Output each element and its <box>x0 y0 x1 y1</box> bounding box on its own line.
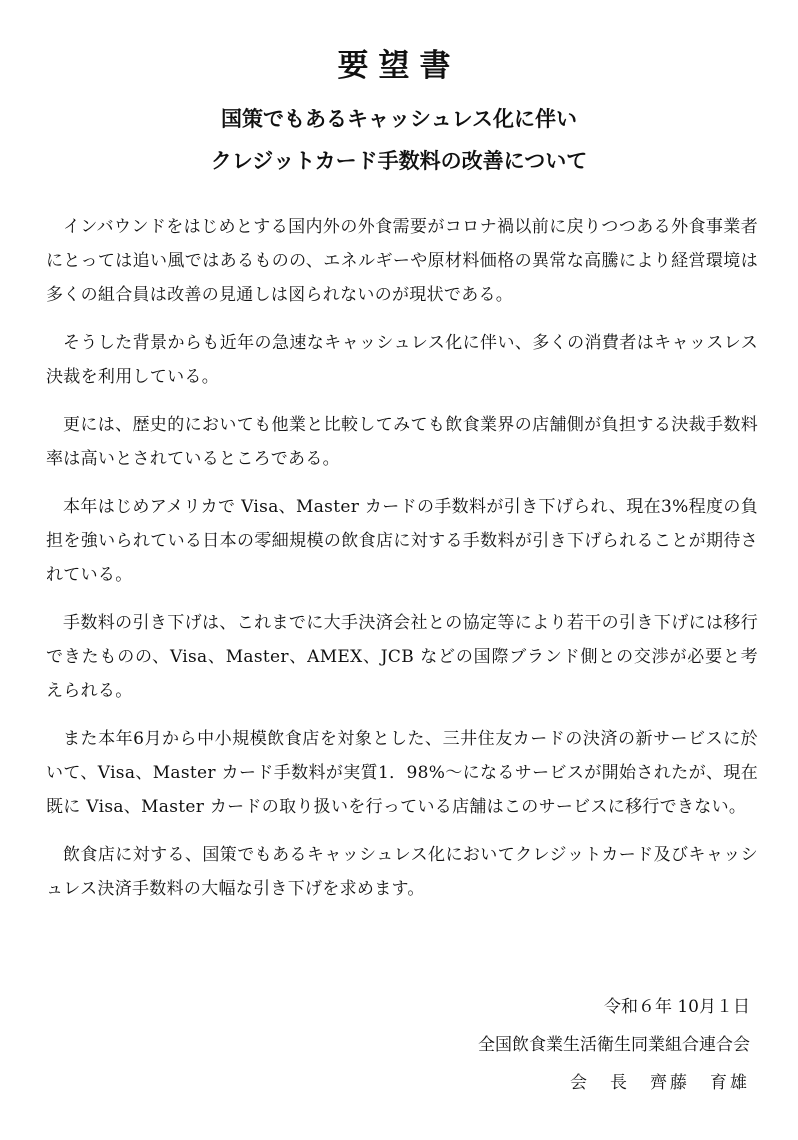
body-paragraph-4: 本年はじめアメリカで Visa、Master カードの手数料が引き下げられ、現在3%程度の負担を強いられている日本の零細規模の飲食店に対する手数料が引き下げられることが期待されている。 <box>46 497 758 585</box>
signatory-name: 会 長 齊藤 育雄 <box>570 1073 750 1093</box>
signature-block <box>478 988 750 1102</box>
organization-name: 全国飲食業生活衛生同業組合連合会 <box>478 1035 750 1055</box>
document-body <box>46 210 758 920</box>
body-paragraph-7: 飲食店に対する、国策でもあるキャッシュレス化においてクレジットカード及びキャッシュレス決済手数料の大幅な引き下げを求めます。 <box>46 845 758 899</box>
body-paragraph-2: そうした背景からも近年の急速なキャッシュレス化に伴い、多くの消費者はキャッスレス決裁を利用している。 <box>46 333 758 387</box>
document-title: 要望書 <box>337 48 461 84</box>
body-paragraph-1: インバウンドをはじめとする国内外の外食需要がコロナ禍以前に戻りつつある外食事業者にとっては追い風ではあるものの、エネルギーや原材料価格の異常な高騰により経営環境は多くの組合員は改善の見通しは図られないのが現状である。 <box>46 217 758 305</box>
document-date: 令和６年 10月１日 <box>603 997 750 1017</box>
body-paragraph-6: また本年6月から中小規模飲食店を対象とした、三井住友カードの決済の新サービスに於いて、Visa、Master カード手数料が実質1．98%～になるサービスが開始されたが、現在既に Visa、Master カードの取り扱いを行っている店舗はこのサービスに移行できない。 <box>46 729 758 817</box>
document-subtitle-line2: クレジットカード手数料の改善について <box>210 149 588 173</box>
document-subtitle-line1: 国策でもあるキャッシュレス化に伴い <box>221 107 577 131</box>
body-paragraph-5: 手数料の引き下げは、これまでに大手決済会社との協定等により若干の引き下げには移行できたものの、Visa、Master、AMEX、JCB などの国際ブランド側との交渉が必要と考えられる。 <box>46 613 758 701</box>
body-paragraph-3: 更には、歴史的においても他業と比較してみても飲食業界の店舗側が負担する決裁手数料率は高いとされているところである。 <box>46 415 758 469</box>
